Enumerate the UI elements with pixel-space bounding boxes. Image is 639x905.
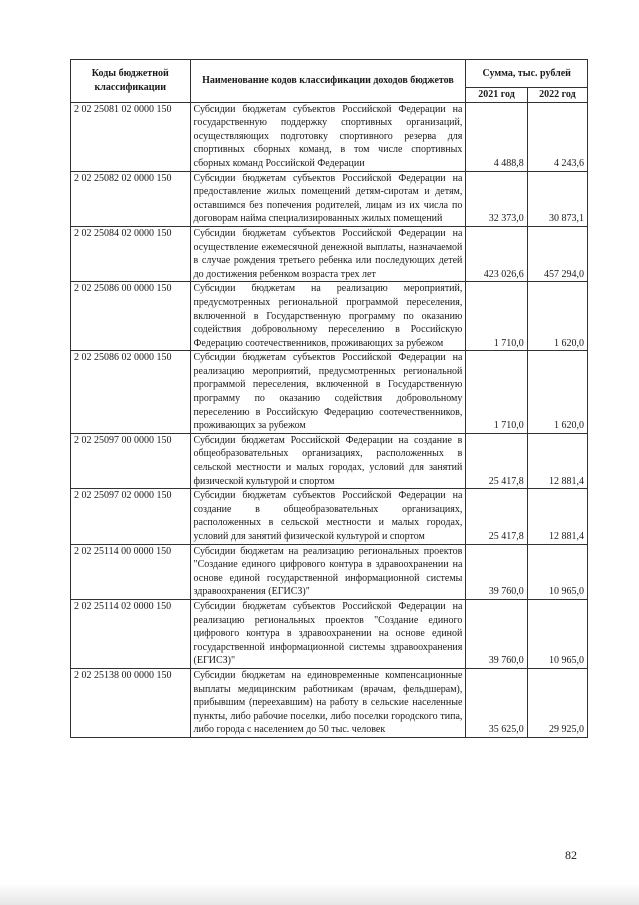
row-name: Субсидии бюджетам субъектов Российской Федерации на создание в общеобразовательных организациях, расположенных в сельской местности и малых городах, условий для занятий физической культурой и спортом — [190, 489, 466, 544]
header-sum: Сумма, тыс. рублей — [466, 60, 588, 88]
row-name: Субсидии бюджетам субъектов Российской Федерации на осуществление ежемесячной денежной выплаты, назначаемой в случае рождения третьего ребенка или последующих детей до достижения ребенком возраста трех лет — [190, 226, 466, 281]
row-code: 2 02 25097 00 0000 150 — [71, 433, 191, 488]
table-row — [71, 351, 588, 434]
row-amount-2022: 10 965,0 — [527, 599, 587, 668]
row-amount-2021: 423 026,6 — [466, 226, 527, 281]
row-amount-2021: 25 417,8 — [466, 433, 527, 488]
row-code: 2 02 25138 00 0000 150 — [71, 668, 191, 737]
page-number: 82 — [565, 848, 577, 862]
row-name: Субсидии бюджетам субъектов Российской Федерации на государственную поддержку спортивных организаций, осуществляющих подготовку спортивного резерва для спортивных сборных команд, в том числе спортивных сборных команд Российской Федерации — [190, 102, 466, 171]
table-row — [71, 544, 588, 599]
row-name: Субсидии бюджетам на реализацию мероприятий, предусмотренных региональной программой переселения, включенной в Государственную программу по оказанию содействия добровольному переселению в Российскую Федерацию соотечественников, проживающих за рубежом — [190, 282, 466, 351]
row-name: Субсидии бюджетам на реализацию региональных проектов "Создание единого цифрового контура в здравоохранении на основе единой государственной информационной системы здравоохранения (ЕГИСЗ)" — [190, 544, 466, 599]
header-year-2022: 2022 год — [527, 88, 587, 103]
row-code: 2 02 25097 02 0000 150 — [71, 489, 191, 544]
row-code: 2 02 25114 02 0000 150 — [71, 599, 191, 668]
scan-edge-shade — [0, 883, 639, 905]
row-amount-2021: 25 417,8 — [466, 489, 527, 544]
row-name: Субсидии бюджетам субъектов Российской Федерации на реализацию мероприятий, предусмотренных региональной программой переселения, включенной в Государственную программу по оказанию содействия добровольному переселению в Российскую Федерацию соотечественников, проживающих за рубежом — [190, 351, 466, 434]
table-row — [71, 102, 588, 171]
header-code: Коды бюджетной классификации — [71, 60, 191, 103]
table-row — [71, 226, 588, 281]
row-amount-2022: 29 925,0 — [527, 668, 587, 737]
table-row — [71, 433, 588, 488]
header-name: Наименование кодов классификации доходов бюджетов — [190, 60, 466, 103]
row-code: 2 02 25086 02 0000 150 — [71, 351, 191, 434]
row-amount-2022: 1 620,0 — [527, 351, 587, 434]
row-name: Субсидии бюджетам субъектов Российской Федерации на реализацию региональных проектов "Создание единого цифрового контура в здравоохранении на основе единой государственной информационной системы здравоохранения (ЕГИСЗ)" — [190, 599, 466, 668]
row-code: 2 02 25084 02 0000 150 — [71, 226, 191, 281]
table-row — [71, 171, 588, 226]
row-name: Субсидии бюджетам на единовременные компенсационные выплаты медицинским работникам (врачам, фельдшерам), прибывшим (переехавшим) на работу в сельские населенные пункты, либо рабочие поселки, либо поселки городского типа, либо города с населением до 50 тыс. человек — [190, 668, 466, 737]
header-year-2021: 2021 год — [466, 88, 527, 103]
row-amount-2021: 39 760,0 — [466, 599, 527, 668]
row-name: Субсидии бюджетам Российской Федерации на создание в общеобразовательных организациях, расположенных в сельской местности и малых городах, условий для занятий физической культурой и спортом — [190, 433, 466, 488]
row-amount-2021: 1 710,0 — [466, 282, 527, 351]
table-row — [71, 282, 588, 351]
row-amount-2021: 1 710,0 — [466, 351, 527, 434]
row-amount-2022: 1 620,0 — [527, 282, 587, 351]
row-amount-2022: 12 881,4 — [527, 433, 587, 488]
row-amount-2022: 4 243,6 — [527, 102, 587, 171]
row-name: Субсидии бюджетам субъектов Российской Федерации на предоставление жилых помещений детям-сиротам и детям, оставшимся без попечения родителей, лицам из их числа по договорам найма специализированных жилых помещений — [190, 171, 466, 226]
row-amount-2021: 4 488,8 — [466, 102, 527, 171]
row-code: 2 02 25082 02 0000 150 — [71, 171, 191, 226]
row-amount-2022: 457 294,0 — [527, 226, 587, 281]
table-row — [71, 668, 588, 737]
row-code: 2 02 25086 00 0000 150 — [71, 282, 191, 351]
row-amount-2021: 39 760,0 — [466, 544, 527, 599]
row-amount-2021: 32 373,0 — [466, 171, 527, 226]
row-amount-2022: 10 965,0 — [527, 544, 587, 599]
budget-revenue-table — [70, 59, 588, 738]
row-amount-2021: 35 625,0 — [466, 668, 527, 737]
row-amount-2022: 30 873,1 — [527, 171, 587, 226]
row-amount-2022: 12 881,4 — [527, 489, 587, 544]
row-code: 2 02 25081 02 0000 150 — [71, 102, 191, 171]
table-row — [71, 489, 588, 544]
row-code: 2 02 25114 00 0000 150 — [71, 544, 191, 599]
table-row — [71, 599, 588, 668]
